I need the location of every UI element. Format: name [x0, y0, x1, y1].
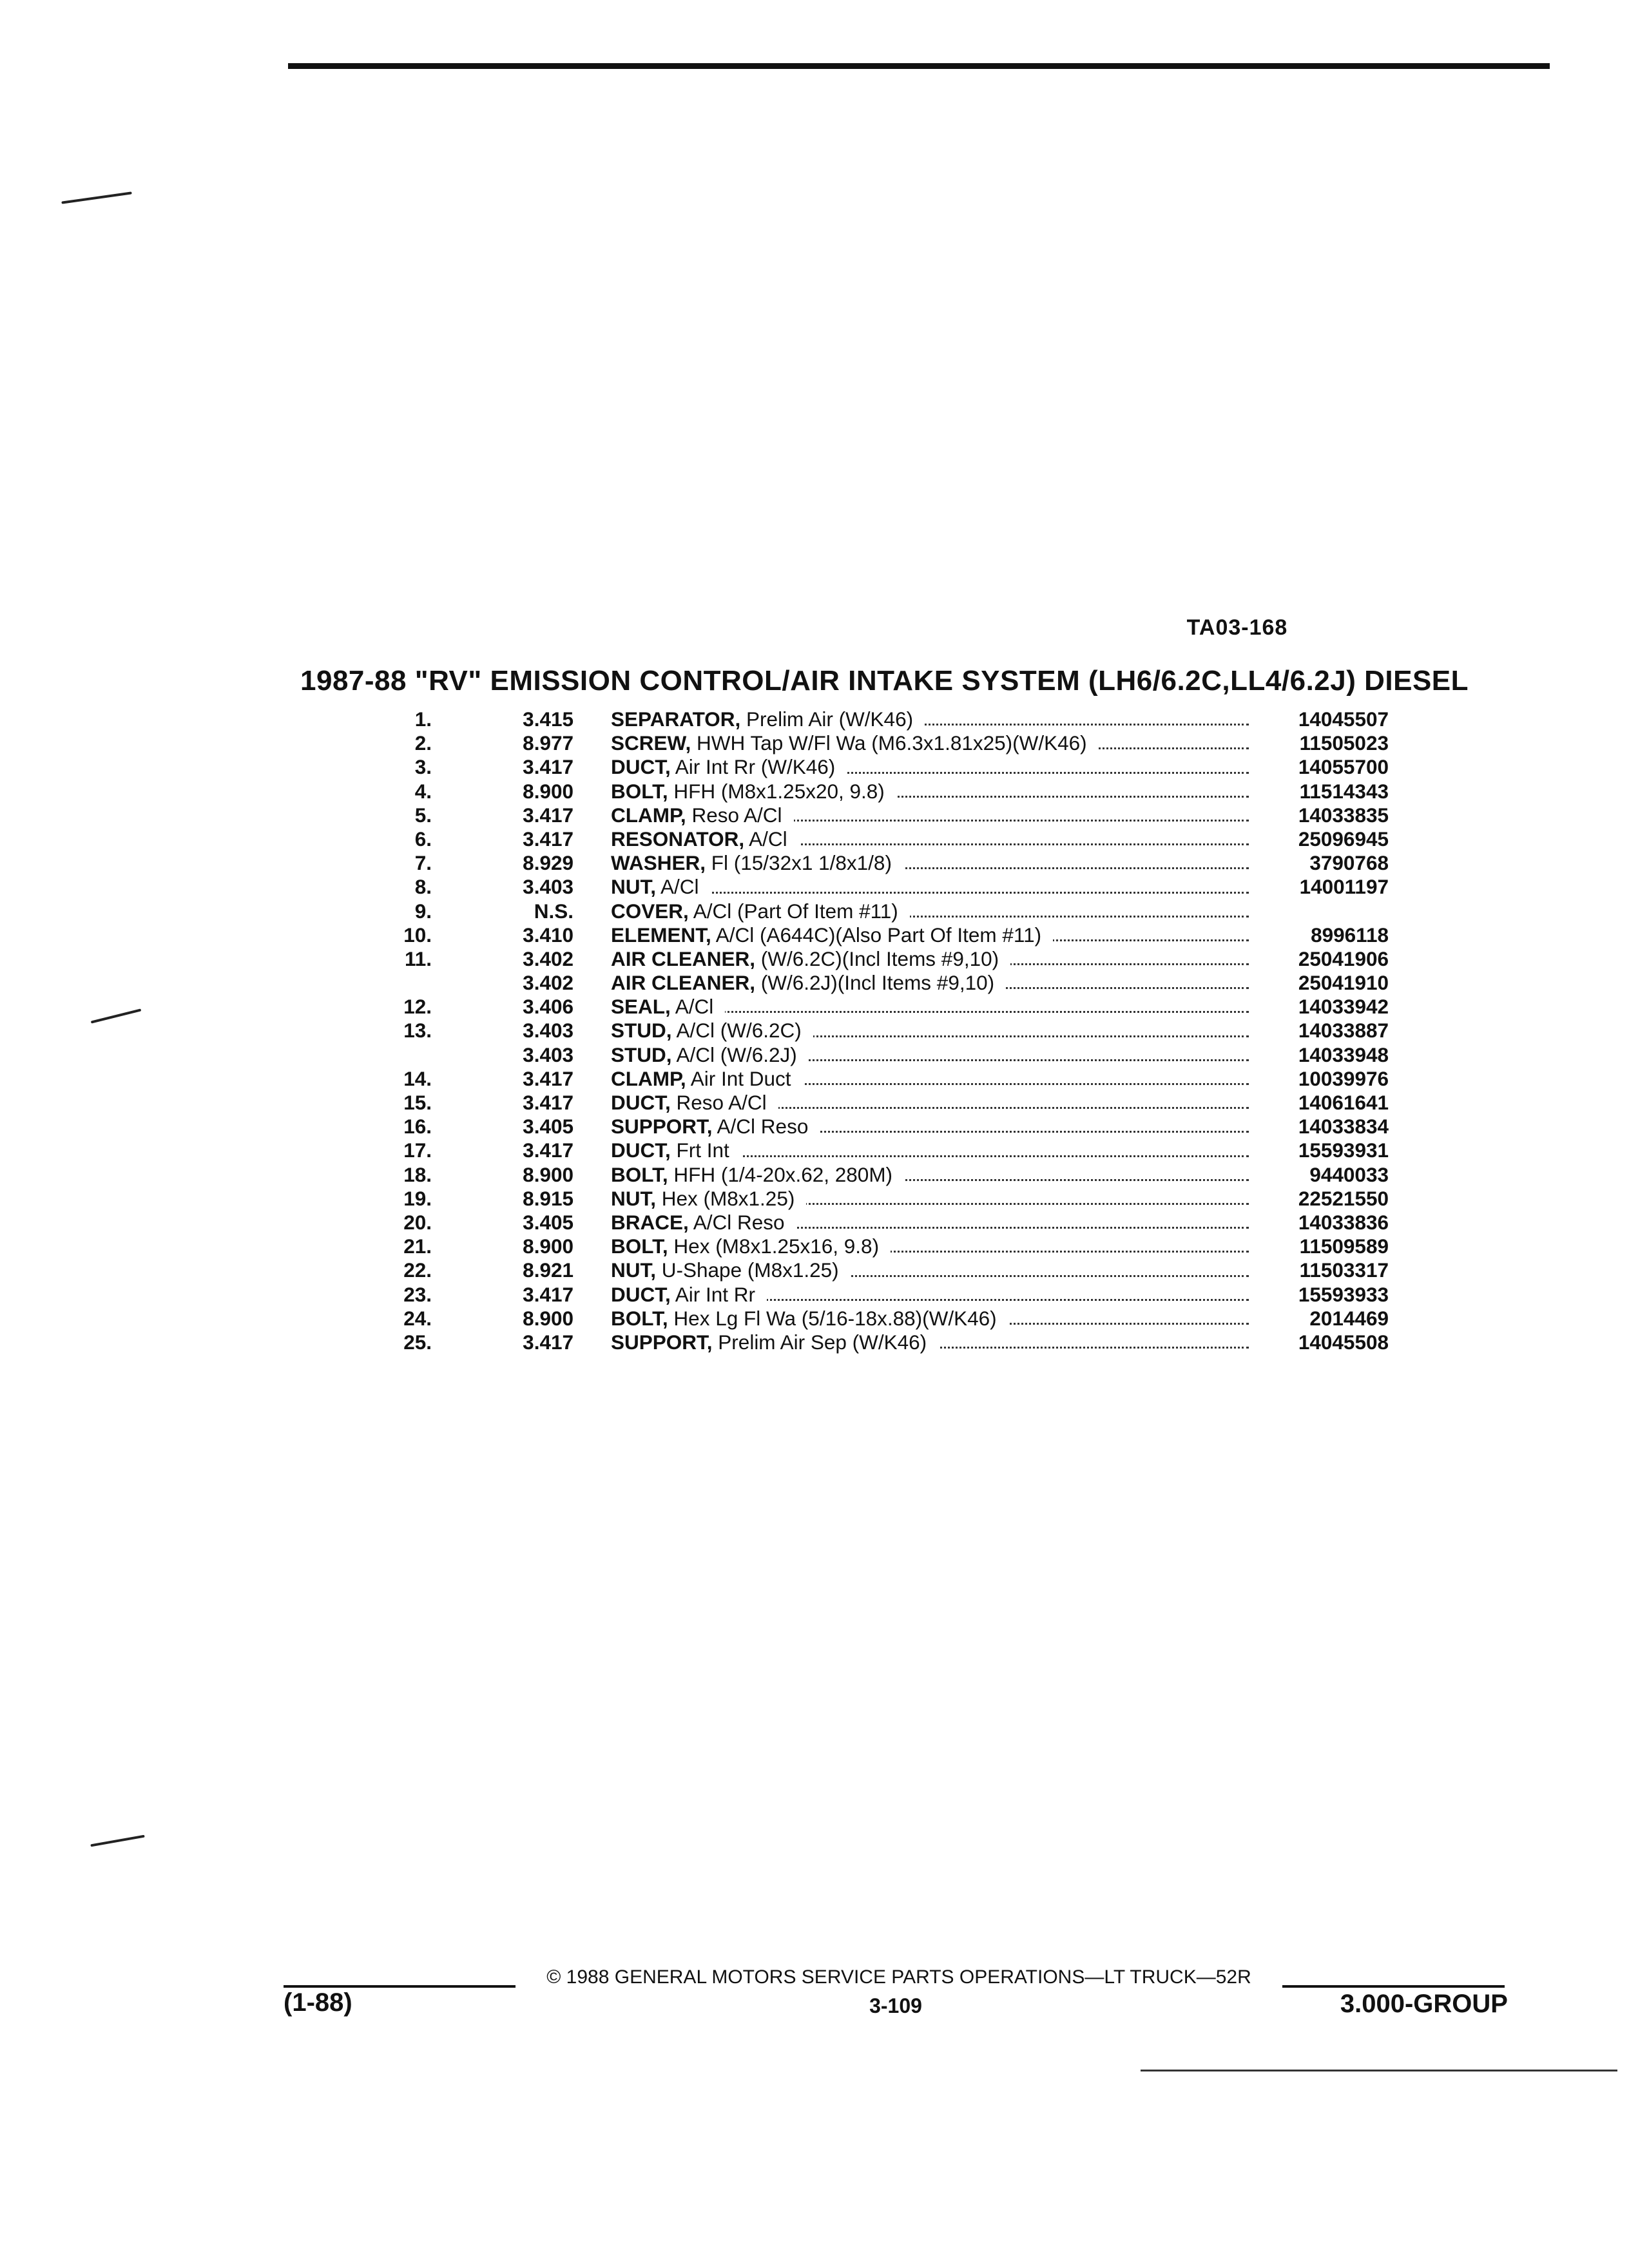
part-number: 14033887 [1298, 1019, 1389, 1043]
part-number: 14033834 [1298, 1115, 1389, 1139]
part-name: SUPPORT, [611, 1330, 713, 1354]
part-detail: Prelim Air (W/K46) [746, 707, 914, 731]
item-number: 20. [403, 1210, 432, 1234]
group-number: 8.921 [523, 1258, 574, 1282]
part-row [0, 827, 1629, 851]
section-title: 1987-88 "RV" EMISSION CONTROL/AIR INTAKE SYSTEM (LH6/6.2C,LL4/6.2J) DIESEL [300, 665, 1469, 697]
page-number: 3-109 [869, 1994, 922, 2017]
part-number: 11503317 [1299, 1258, 1389, 1282]
part-number: 14033948 [1298, 1043, 1389, 1066]
group-number: 3.417 [523, 1330, 574, 1354]
part-row [0, 731, 1629, 755]
description-text [611, 995, 725, 1018]
part-detail: U-Shape (M8x1.25) [661, 1258, 839, 1282]
group-number: 3.403 [523, 1019, 574, 1043]
description-text [611, 1307, 1008, 1330]
description-text [611, 1139, 741, 1162]
part-description [611, 1067, 1249, 1091]
part-name: SEAL, [611, 995, 671, 1019]
part-description [611, 780, 1249, 803]
group-number: 8.915 [523, 1186, 574, 1210]
footer-copyright: © 1988 GENERAL MOTORS SERVICE PARTS OPERATIONS—LT TRUCK—52R [546, 1966, 1251, 1988]
part-name: BOLT, [611, 1306, 668, 1330]
part-name: DUCT, [611, 1139, 671, 1162]
scan-mark [61, 191, 131, 204]
part-row [0, 1043, 1629, 1067]
part-number: 14061641 [1298, 1091, 1389, 1114]
description-text [611, 1115, 820, 1138]
part-detail: HFH (1/4-20x.62, 280M) [673, 1162, 893, 1186]
part-description [611, 899, 1249, 923]
part-description [611, 947, 1249, 971]
part-detail: HWH Tap W/Fl Wa (M6.3x1.81x25)(W/K46) [697, 731, 1087, 755]
part-name: WASHER, [611, 851, 706, 875]
part-number: 11514343 [1299, 779, 1389, 803]
part-description [611, 1283, 1249, 1307]
part-number: 15593933 [1298, 1282, 1389, 1306]
part-detail: A/Cl (W/6.2C) [676, 1019, 802, 1043]
group-number: 8.929 [523, 851, 574, 875]
group-number: 3.405 [523, 1115, 574, 1139]
part-description [611, 1019, 1249, 1043]
part-number: 11505023 [1299, 731, 1389, 755]
description-text [611, 1043, 809, 1066]
item-number: 19. [403, 1186, 432, 1210]
footer-group: 3.000-GROUP [1340, 1990, 1508, 2018]
part-name: DUCT, [611, 755, 671, 779]
part-description [611, 1258, 1249, 1282]
description-text [611, 947, 1010, 970]
group-number: 8.900 [523, 1162, 574, 1186]
part-description [611, 1091, 1249, 1115]
part-name: SUPPORT, [611, 1115, 713, 1139]
footer-date: (1-88) [284, 1988, 352, 2017]
item-number: 22. [403, 1258, 432, 1282]
part-detail: Hex (M8x1.25) [661, 1186, 795, 1210]
part-description [611, 851, 1249, 875]
footer-rule-left [284, 1985, 516, 1988]
part-name: BOLT, [611, 1162, 668, 1186]
group-number: 3.406 [523, 995, 574, 1019]
item-number: 5. [414, 803, 432, 827]
description-text [611, 707, 925, 731]
part-number: 14055700 [1298, 755, 1389, 779]
item-number: 9. [414, 899, 432, 923]
part-detail: Air Int Rr (W/K46) [675, 755, 836, 779]
parts-list [0, 707, 1629, 1354]
part-row [0, 803, 1629, 827]
part-row [0, 1258, 1629, 1282]
item-number: 13. [403, 1019, 432, 1043]
part-description [611, 1235, 1249, 1258]
part-row [0, 1139, 1629, 1162]
description-text [611, 1211, 796, 1234]
description-text [611, 923, 1053, 947]
group-number: 3.405 [523, 1210, 574, 1234]
part-row [0, 875, 1629, 899]
part-description [611, 971, 1249, 995]
part-number: 14033836 [1298, 1210, 1389, 1234]
part-name: SEPARATOR, [611, 707, 741, 731]
part-name: SCREW, [611, 731, 691, 755]
item-number: 25. [403, 1330, 432, 1354]
description-text [611, 780, 896, 803]
part-detail: Reso A/Cl [676, 1091, 767, 1114]
description-text [611, 1283, 767, 1306]
part-name: STUD, [611, 1043, 672, 1066]
part-detail: A/Cl Reso [717, 1115, 809, 1139]
part-number: 25041910 [1298, 971, 1389, 995]
description-text [611, 851, 903, 874]
part-detail: Prelim Air Sep (W/K46) [718, 1330, 927, 1354]
item-number: 23. [403, 1282, 432, 1306]
part-description [611, 731, 1249, 755]
top-rule [288, 63, 1550, 69]
part-row [0, 1115, 1629, 1139]
description-text [611, 731, 1099, 754]
group-number: 3.403 [523, 875, 574, 899]
part-description [611, 1043, 1249, 1067]
item-number: 2. [414, 731, 432, 755]
part-row [0, 780, 1629, 803]
part-detail: Frt Int [676, 1139, 729, 1162]
part-number: 25096945 [1298, 827, 1389, 850]
part-number: 14045507 [1298, 707, 1389, 731]
part-name: NUT, [611, 1186, 656, 1210]
part-name: COVER, [611, 899, 689, 923]
description-text [611, 1019, 813, 1042]
part-name: BOLT, [611, 779, 668, 803]
part-row [0, 971, 1629, 995]
description-text [611, 755, 847, 778]
part-detail: A/Cl [749, 827, 787, 850]
item-number: 3. [414, 755, 432, 779]
description-text [611, 1258, 851, 1282]
description-text [611, 803, 794, 827]
description-text [611, 1187, 806, 1210]
part-detail: A/Cl [660, 875, 699, 899]
part-number: 25041906 [1298, 947, 1389, 970]
scan-mark [90, 1835, 144, 1847]
item-number: 16. [403, 1115, 432, 1139]
part-description [611, 875, 1249, 899]
group-number: 3.417 [523, 1139, 574, 1162]
part-name: NUT, [611, 875, 656, 899]
part-description [611, 1187, 1249, 1211]
part-number: 8996118 [1311, 923, 1389, 947]
part-name: STUD, [611, 1019, 672, 1043]
part-name: CLAMP, [611, 803, 686, 827]
part-detail: Reso A/Cl [691, 803, 782, 827]
part-name: BOLT, [611, 1235, 668, 1258]
item-number: 18. [403, 1162, 432, 1186]
part-description [611, 1115, 1249, 1139]
group-number: 3.403 [523, 1043, 574, 1066]
part-number: 22521550 [1298, 1186, 1389, 1210]
group-number: N.S. [534, 899, 574, 923]
part-name: ELEMENT, [611, 923, 711, 947]
part-number: 10039976 [1298, 1066, 1389, 1090]
part-description [611, 1211, 1249, 1235]
part-detail: Air Int Duct [690, 1066, 791, 1090]
group-number: 3.417 [523, 1282, 574, 1306]
part-number: 14045508 [1298, 1330, 1389, 1354]
part-description [611, 995, 1249, 1019]
part-number: 15593931 [1298, 1139, 1389, 1162]
part-detail: A/Cl (Part Of Item #11) [693, 899, 898, 923]
part-row [0, 707, 1629, 731]
part-number: 2014469 [1309, 1306, 1389, 1330]
description-text [611, 1331, 938, 1354]
part-description [611, 803, 1249, 827]
group-number: 3.415 [523, 707, 574, 731]
part-row [0, 1235, 1629, 1258]
part-row [0, 1283, 1629, 1307]
item-number: 6. [414, 827, 432, 850]
part-name: AIR CLEANER, [611, 971, 756, 995]
group-number: 3.402 [523, 947, 574, 970]
part-row [0, 1067, 1629, 1091]
part-row [0, 1211, 1629, 1235]
part-detail: A/Cl (A644C)(Also Part Of Item #11) [715, 923, 1042, 947]
description-text [611, 971, 1006, 994]
item-number: 10. [403, 923, 432, 947]
part-detail: (W/6.2J)(Incl Items #9,10) [760, 971, 995, 995]
footer-rule-right [1282, 1985, 1505, 1988]
item-number: 8. [414, 875, 432, 899]
part-description [611, 1139, 1249, 1162]
item-number: 15. [403, 1091, 432, 1114]
part-detail: A/Cl Reso [693, 1210, 785, 1234]
item-number: 21. [403, 1235, 432, 1258]
group-number: 3.417 [523, 755, 574, 779]
part-row [0, 1307, 1629, 1331]
item-number: 11. [404, 947, 432, 970]
part-row [0, 947, 1629, 971]
description-text [611, 827, 799, 850]
part-row [0, 1091, 1629, 1115]
part-row [0, 995, 1629, 1019]
part-detail: Air Int Rr [675, 1282, 756, 1306]
description-text [611, 1235, 891, 1258]
part-row [0, 899, 1629, 923]
part-number: 14001197 [1299, 875, 1389, 899]
part-detail: (W/6.2C)(Incl Items #9,10) [760, 947, 999, 970]
description-text [611, 899, 910, 923]
part-name: NUT, [611, 1258, 656, 1282]
part-description [611, 1163, 1249, 1187]
part-name: RESONATOR, [611, 827, 745, 850]
part-name: DUCT, [611, 1091, 671, 1114]
part-name: BRACE, [611, 1210, 689, 1234]
part-row [0, 1163, 1629, 1187]
part-number: 9440033 [1309, 1162, 1389, 1186]
group-number: 3.402 [523, 971, 574, 995]
item-number: 7. [414, 851, 432, 875]
description-text [611, 1091, 778, 1114]
part-description [611, 707, 1249, 731]
item-number: 4. [414, 779, 432, 803]
part-row [0, 923, 1629, 947]
part-description [611, 755, 1249, 779]
group-number: 3.417 [523, 827, 574, 850]
part-detail: Hex Lg Fl Wa (5/16-18x.88)(W/K46) [673, 1306, 997, 1330]
item-number: 17. [403, 1139, 432, 1162]
bottom-rule [1141, 2070, 1617, 2071]
group-number: 8.900 [523, 1306, 574, 1330]
item-number: 1. [414, 707, 432, 731]
part-number: 3790768 [1309, 851, 1389, 875]
part-number: 14033835 [1298, 803, 1389, 827]
part-number: 11509589 [1299, 1235, 1389, 1258]
group-number: 8.900 [523, 779, 574, 803]
group-number: 3.417 [523, 803, 574, 827]
part-detail: A/Cl [675, 995, 714, 1019]
part-description [611, 1307, 1249, 1331]
part-row [0, 1019, 1629, 1043]
group-number: 3.417 [523, 1066, 574, 1090]
part-description [611, 923, 1249, 947]
part-detail: A/Cl (W/6.2J) [676, 1043, 797, 1066]
description-text [611, 1067, 803, 1090]
part-detail: Fl (15/32x1 1/8x1/8) [711, 851, 892, 875]
part-row [0, 851, 1629, 875]
reference-code: TA03-168 [1186, 615, 1288, 640]
part-number: 14033942 [1298, 995, 1389, 1019]
part-description [611, 827, 1249, 851]
group-number: 8.900 [523, 1235, 574, 1258]
part-name: AIR CLEANER, [611, 947, 756, 970]
part-detail: Hex (M8x1.25x16, 9.8) [673, 1235, 880, 1258]
group-number: 8.977 [523, 731, 574, 755]
part-row [0, 755, 1629, 779]
item-number: 14. [403, 1066, 432, 1090]
part-row [0, 1331, 1629, 1354]
part-name: DUCT, [611, 1282, 671, 1306]
part-description [611, 1331, 1249, 1354]
group-number: 3.410 [523, 923, 574, 947]
group-number: 3.417 [523, 1091, 574, 1114]
description-text [611, 875, 711, 898]
item-number: 24. [403, 1306, 432, 1330]
part-row [0, 1187, 1629, 1211]
item-number: 12. [403, 995, 432, 1019]
part-name: CLAMP, [611, 1066, 686, 1090]
description-text [611, 1163, 904, 1186]
part-detail: HFH (M8x1.25x20, 9.8) [673, 779, 885, 803]
